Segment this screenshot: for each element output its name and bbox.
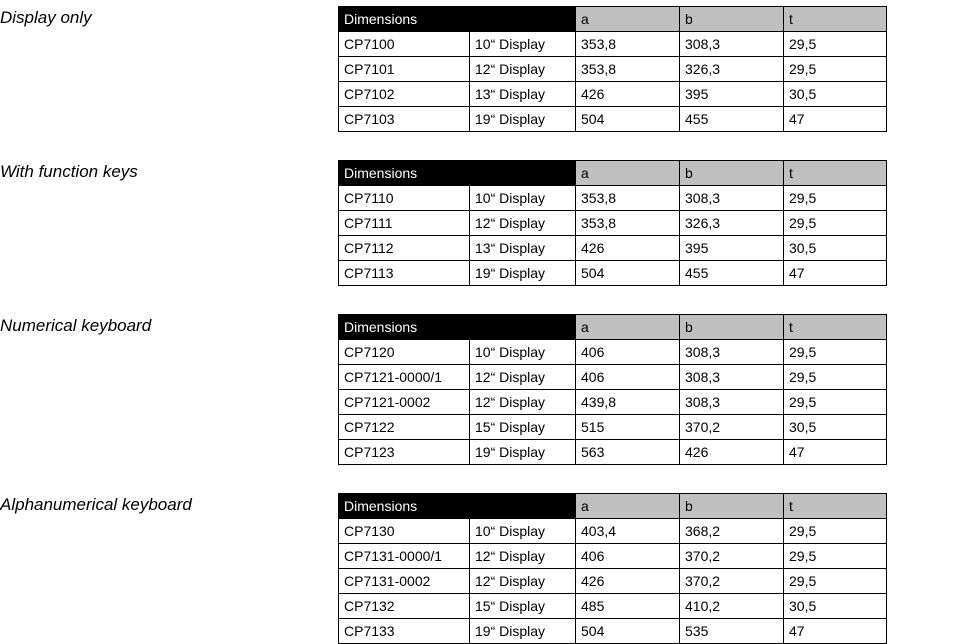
table-row <box>339 594 887 619</box>
cell-b: 370,2 <box>680 544 784 569</box>
dimension-block-numerical-keyboard <box>0 314 965 465</box>
table-row <box>339 365 887 390</box>
cell-a: 504 <box>576 107 680 132</box>
cell-model: CP7121-0002 <box>339 390 470 415</box>
cell-a: 515 <box>576 415 680 440</box>
table-wrapper <box>338 160 887 286</box>
column-header-b: b <box>680 161 784 186</box>
cell-model: CP7133 <box>339 619 470 644</box>
dimension-block-with-function-keys <box>0 160 965 286</box>
cell-display: 12“ Display <box>470 57 576 82</box>
table-row <box>339 390 887 415</box>
table-row <box>339 519 887 544</box>
cell-b: 368,2 <box>680 519 784 544</box>
cell-b: 395 <box>680 82 784 107</box>
column-header-display <box>470 315 576 340</box>
cell-a: 353,8 <box>576 57 680 82</box>
column-header-a: a <box>576 494 680 519</box>
table-row <box>339 211 887 236</box>
cell-b: 308,3 <box>680 390 784 415</box>
block-label: Alphanumerical keyboard <box>0 495 192 514</box>
cell-t: 30,5 <box>784 82 887 107</box>
table-row <box>339 340 887 365</box>
cell-model: CP7122 <box>339 415 470 440</box>
cell-a: 406 <box>576 544 680 569</box>
cell-a: 426 <box>576 82 680 107</box>
cell-t: 29,5 <box>784 186 887 211</box>
cell-display: 13“ Display <box>470 236 576 261</box>
table-row <box>339 82 887 107</box>
table-row <box>339 186 887 211</box>
dimension-block-alphanumerical-keyboard <box>0 493 965 644</box>
cell-a: 439,8 <box>576 390 680 415</box>
cell-a: 353,8 <box>576 211 680 236</box>
cell-display: 15“ Display <box>470 594 576 619</box>
table-row <box>339 415 887 440</box>
dimensions-table <box>338 6 887 132</box>
dimensions-table <box>338 314 887 465</box>
table-row <box>339 619 887 644</box>
cell-a: 504 <box>576 619 680 644</box>
dimensions-document <box>0 6 965 638</box>
block-label: Numerical keyboard <box>0 316 152 335</box>
cell-display: 19“ Display <box>470 261 576 286</box>
table-header-row <box>339 494 887 519</box>
table-row <box>339 440 887 465</box>
cell-display: 19“ Display <box>470 440 576 465</box>
cell-model: CP7131-0002 <box>339 569 470 594</box>
cell-a: 406 <box>576 340 680 365</box>
column-header-dimensions: Dimensions <box>339 315 470 340</box>
cell-a: 563 <box>576 440 680 465</box>
cell-t: 30,5 <box>784 415 887 440</box>
cell-t: 47 <box>784 261 887 286</box>
table-wrapper <box>338 6 887 132</box>
cell-t: 47 <box>784 107 887 132</box>
table-wrapper <box>338 493 887 644</box>
cell-model: CP7103 <box>339 107 470 132</box>
table-row <box>339 107 887 132</box>
cell-model: CP7102 <box>339 82 470 107</box>
cell-display: 12“ Display <box>470 544 576 569</box>
cell-model: CP7132 <box>339 594 470 619</box>
cell-display: 10“ Display <box>470 186 576 211</box>
dimension-block-display-only <box>0 6 965 132</box>
cell-model: CP7100 <box>339 32 470 57</box>
cell-b: 308,3 <box>680 340 784 365</box>
cell-display: 10“ Display <box>470 519 576 544</box>
cell-model: CP7101 <box>339 57 470 82</box>
block-label: Display only <box>0 8 92 27</box>
cell-display: 13“ Display <box>470 82 576 107</box>
column-header-display <box>470 7 576 32</box>
cell-t: 47 <box>784 440 887 465</box>
cell-b: 455 <box>680 107 784 132</box>
column-header-b: b <box>680 494 784 519</box>
table-header-row <box>339 315 887 340</box>
cell-model: CP7130 <box>339 519 470 544</box>
cell-t: 29,5 <box>784 544 887 569</box>
cell-t: 29,5 <box>784 519 887 544</box>
column-header-b: b <box>680 315 784 340</box>
cell-t: 30,5 <box>784 236 887 261</box>
block-label: With function keys <box>0 162 138 181</box>
cell-display: 15“ Display <box>470 415 576 440</box>
table-row <box>339 32 887 57</box>
cell-model: CP7120 <box>339 340 470 365</box>
cell-model: CP7110 <box>339 186 470 211</box>
column-header-t: t <box>784 494 887 519</box>
cell-b: 426 <box>680 440 784 465</box>
cell-b: 455 <box>680 261 784 286</box>
column-header-a: a <box>576 315 680 340</box>
cell-a: 504 <box>576 261 680 286</box>
column-header-dimensions: Dimensions <box>339 7 470 32</box>
cell-b: 410,2 <box>680 594 784 619</box>
cell-t: 29,5 <box>784 32 887 57</box>
column-header-display <box>470 161 576 186</box>
column-header-dimensions: Dimensions <box>339 494 470 519</box>
table-row <box>339 57 887 82</box>
table-header-row <box>339 7 887 32</box>
cell-model: CP7131-0000/1 <box>339 544 470 569</box>
column-header-display <box>470 494 576 519</box>
cell-b: 326,3 <box>680 211 784 236</box>
cell-display: 19“ Display <box>470 107 576 132</box>
cell-model: CP7123 <box>339 440 470 465</box>
cell-model: CP7111 <box>339 211 470 236</box>
cell-t: 30,5 <box>784 594 887 619</box>
cell-t: 29,5 <box>784 211 887 236</box>
cell-b: 370,2 <box>680 569 784 594</box>
table-row <box>339 569 887 594</box>
cell-a: 403,4 <box>576 519 680 544</box>
cell-display: 12“ Display <box>470 365 576 390</box>
cell-a: 353,8 <box>576 186 680 211</box>
cell-model: CP7112 <box>339 236 470 261</box>
cell-display: 19“ Display <box>470 619 576 644</box>
cell-model: CP7121-0000/1 <box>339 365 470 390</box>
cell-b: 308,3 <box>680 365 784 390</box>
cell-b: 370,2 <box>680 415 784 440</box>
cell-b: 308,3 <box>680 32 784 57</box>
column-header-t: t <box>784 161 887 186</box>
cell-display: 12“ Display <box>470 569 576 594</box>
cell-t: 47 <box>784 619 887 644</box>
column-header-a: a <box>576 7 680 32</box>
column-header-dimensions: Dimensions <box>339 161 470 186</box>
table-header-row <box>339 161 887 186</box>
dimensions-table <box>338 493 887 644</box>
column-header-t: t <box>784 7 887 32</box>
cell-b: 308,3 <box>680 186 784 211</box>
cell-t: 29,5 <box>784 569 887 594</box>
cell-b: 326,3 <box>680 57 784 82</box>
cell-display: 12“ Display <box>470 211 576 236</box>
cell-a: 426 <box>576 236 680 261</box>
cell-t: 29,5 <box>784 390 887 415</box>
cell-a: 485 <box>576 594 680 619</box>
column-header-t: t <box>784 315 887 340</box>
cell-t: 29,5 <box>784 365 887 390</box>
table-row <box>339 236 887 261</box>
cell-t: 29,5 <box>784 57 887 82</box>
cell-t: 29,5 <box>784 340 887 365</box>
table-wrapper <box>338 314 887 465</box>
cell-b: 535 <box>680 619 784 644</box>
table-row <box>339 261 887 286</box>
table-row <box>339 544 887 569</box>
cell-display: 12“ Display <box>470 390 576 415</box>
cell-a: 406 <box>576 365 680 390</box>
dimensions-table <box>338 160 887 286</box>
cell-model: CP7113 <box>339 261 470 286</box>
cell-display: 10“ Display <box>470 340 576 365</box>
cell-display: 10“ Display <box>470 32 576 57</box>
column-header-b: b <box>680 7 784 32</box>
cell-a: 353,8 <box>576 32 680 57</box>
cell-a: 426 <box>576 569 680 594</box>
cell-b: 395 <box>680 236 784 261</box>
column-header-a: a <box>576 161 680 186</box>
